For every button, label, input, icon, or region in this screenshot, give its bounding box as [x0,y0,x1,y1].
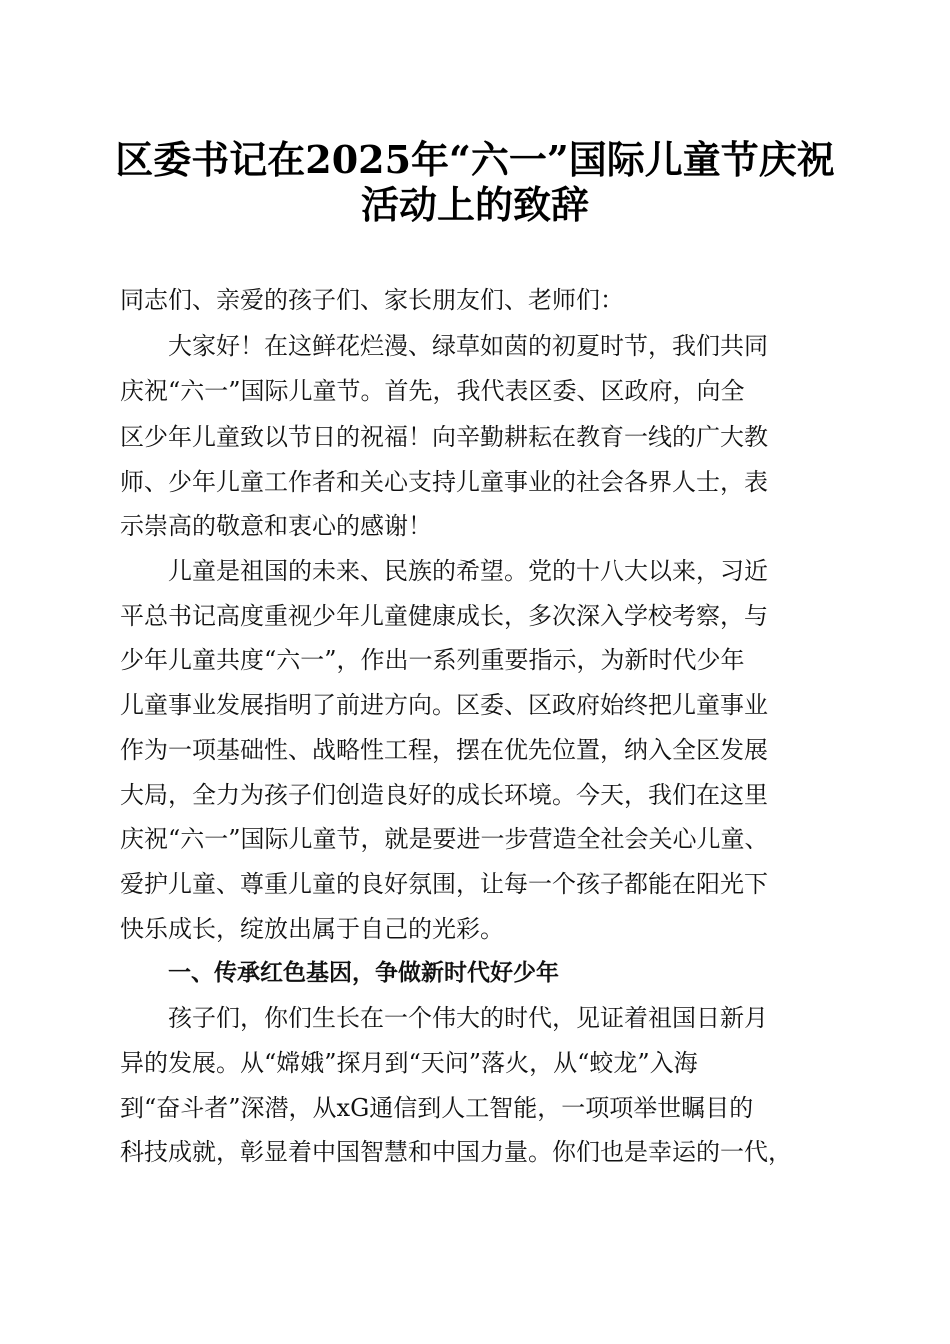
paragraph-3-line: 科技成就，彰显着中国智慧和中国力量。你们也是幸运的一代， [120,1138,792,1166]
paragraph-2-line: 儿童是祖国的未来、民族的希望。党的十八大以来，习近 [168,557,768,585]
paragraph-1-line: 大家好！在这鲜花烂漫、绿草如茵的初夏时节，我们共同 [168,332,768,360]
document-title-line-2: 活动上的致辞 [360,182,589,227]
paragraph-1-line: 庆祝“六一”国际儿童节。首先，我代表区委、区政府，向全 [120,377,745,405]
paragraph-2-line: 作为一项基础性、战略性工程，摆在优先位置，纳入全区发展 [120,736,768,764]
paragraph-2-line: 平总书记高度重视少年儿童健康成长，多次深入学校考察，与 [120,602,768,630]
paragraph-1-line: 师、少年儿童工作者和关心支持儿童事业的社会各界人士，表 [120,468,768,496]
section-heading: 一、传承红色基因，争做新时代好少年 [168,960,559,986]
document-title-line-1: 区委书记在2025年“六一”国际儿童节庆祝 [115,137,835,182]
paragraph-3-line: 到“奋斗者”深潜，从xG通信到人工智能，一项项举世瞩目的 [120,1094,754,1122]
paragraph-2-line: 少年儿童共度“六一”，作出一系列重要指示，为新时代少年 [120,646,745,674]
paragraph-2-line: 快乐成长，绽放出属于自己的光彩。 [120,915,504,943]
paragraph-2-line: 大局，全力为孩子们创造良好的成长环境。今天，我们在这里 [120,781,768,809]
paragraph-1-line: 区少年儿童致以节日的祝福！向辛勤耕耘在教育一线的广大教 [120,423,768,451]
paragraph-2-line: 儿童事业发展指明了前进方向。区委、区政府始终把儿童事业 [120,691,768,719]
paragraph-2-line: 庆祝“六一”国际儿童节，就是要进一步营造全社会关心儿童、 [120,825,769,853]
paragraph-3-line: 异的发展。从“嫦娥”探月到“天问”落火，从“蛟龙”入海 [120,1049,698,1077]
salutation: 同志们、亲爱的孩子们、家长朋友们、老师们： [120,286,624,314]
paragraph-2-line: 爱护儿童、尊重儿童的良好氛围，让每一个孩子都能在阳光下 [120,870,768,898]
paragraph-1-line: 示崇高的敬意和衷心的感谢！ [120,512,432,540]
paragraph-3-line: 孩子们，你们生长在一个伟大的时代，见证着祖国日新月 [168,1004,768,1032]
